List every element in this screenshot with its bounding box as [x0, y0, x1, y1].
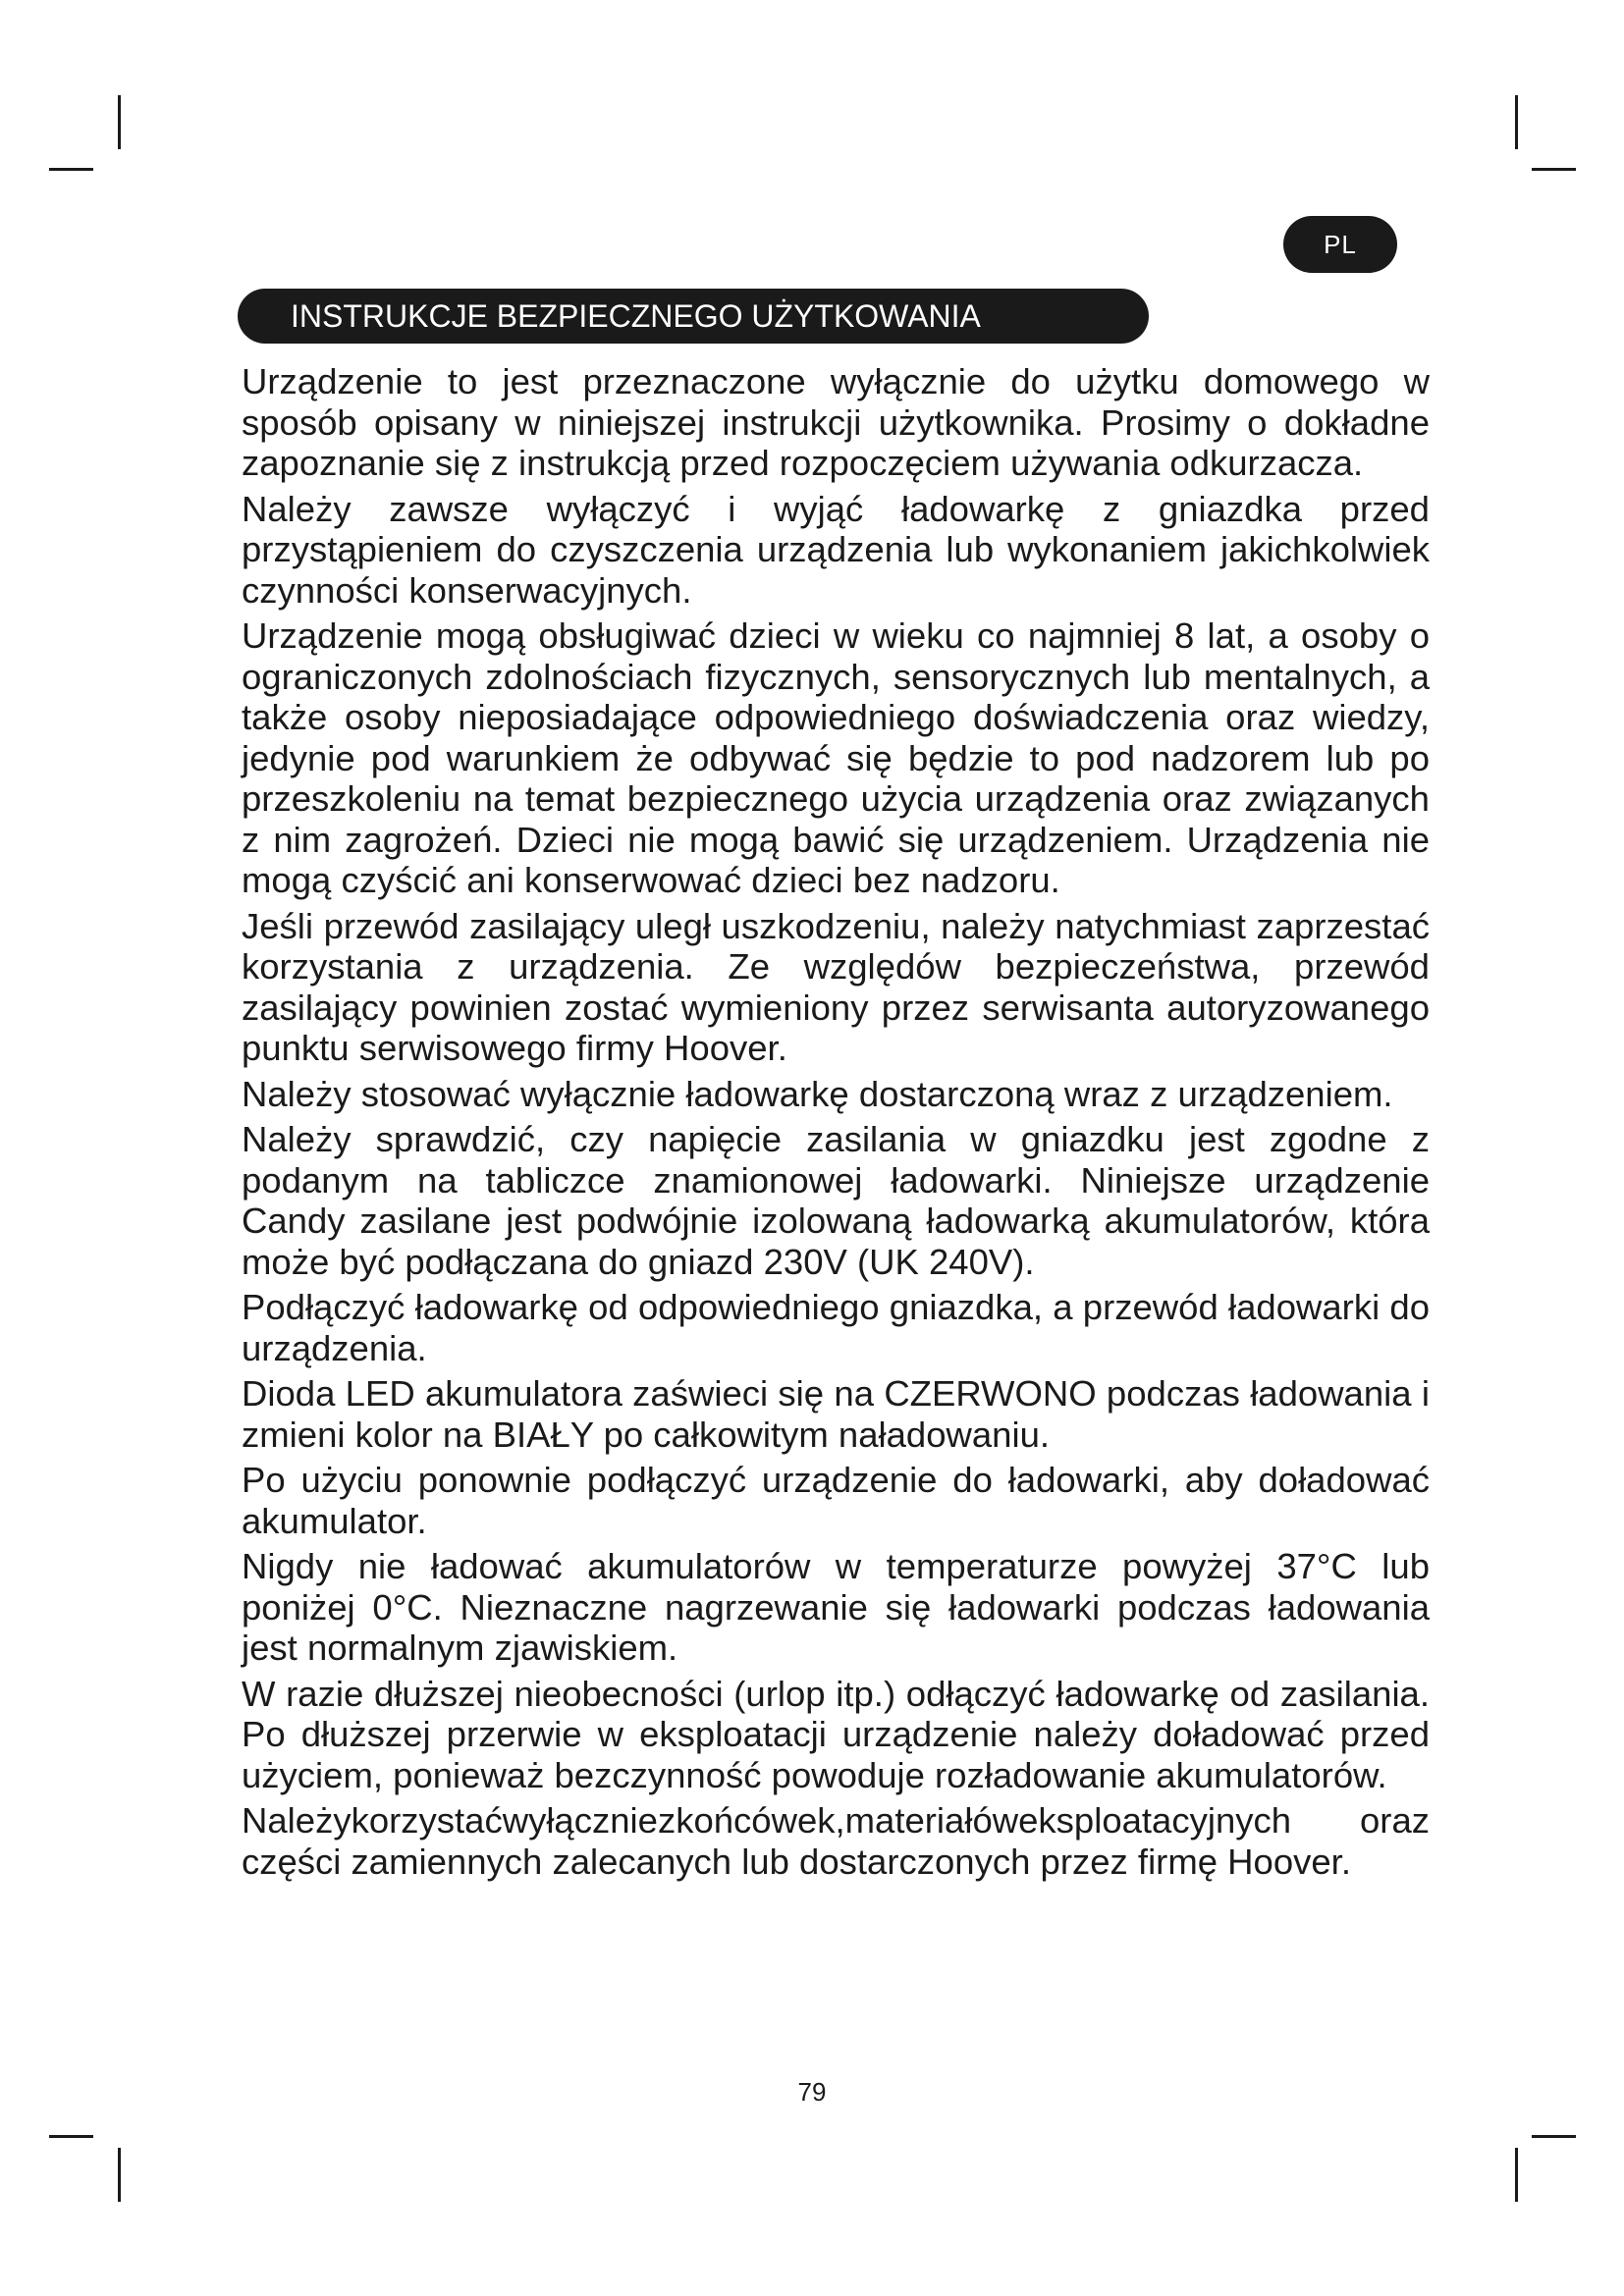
crop-mark: [1515, 95, 1518, 149]
language-badge: PL: [1283, 216, 1397, 273]
paragraph: Podłączyć ładowarkę od odpowiedniego gniazdka, a przewód ładowarki do urządzenia.: [242, 1287, 1430, 1368]
crop-mark: [1532, 2135, 1576, 2138]
crop-mark: [1532, 168, 1576, 171]
paragraph: Nigdy nie ładować akumulatorów w temperaturze powyżej 37°C lub poniżej 0°C. Nieznaczne nagrzewanie się ładowarki podczas ładowania jest normalnym zjawiskiem.: [242, 1546, 1430, 1668]
paragraph: Jeśli przewód zasilający uległ uszkodzeniu, należy natychmiast zaprzestać korzystania z urządzenia. Ze względów bezpieczeństwa, przewód zasilający powinien zostać wymieniony przez serwisanta autoryzowanego punktu serwisowego firmy Hoover.: [242, 905, 1430, 1068]
crop-mark: [1515, 2148, 1518, 2202]
paragraph: W razie dłuższej nieobecności (urlop itp.) odłączyć ładowarkę od zasilania. Po dłuższej przerwie w eksploatacji urządzenie należy doładować przed użyciem, ponieważ bezczynność powoduje rozładowanie akumulatorów.: [242, 1673, 1430, 1795]
crop-mark: [49, 2135, 93, 2138]
paragraph: Należykorzystaćwyłączniezkońcówek,materiałóweksploatacyjnych oraz części zamiennych zalecanych lub dostarczonych przez firmę Hoover.: [242, 1800, 1430, 1882]
safety-instructions-body: [242, 361, 1430, 1887]
paragraph: Należy zawsze wyłączyć i wyjąć ładowarkę z gniazdka przed przystąpieniem do czyszczenia urządzenia lub wykonaniem jakichkolwiek czynności konserwacyjnych.: [242, 488, 1430, 611]
paragraph: Należy sprawdzić, czy napięcie zasilania w gniazdku jest zgodne z podanym na tabliczce znamionowej ładowarki. Niniejsze urządzenie Candy zasilane jest podwójnie izolowaną ładowarką akumulatorów, która może być podłączana do gniazd 230V (UK 240V).: [242, 1119, 1430, 1282]
crop-mark: [118, 95, 121, 149]
crop-mark: [49, 168, 93, 171]
paragraph: Urządzenie mogą obsługiwać dzieci w wieku co najmniej 8 lat, a osoby o ograniczonych zdolnościach fizycznych, sensorycznych lub mentalnych, a także osoby nieposiadające odpowiedniego doświadczenia oraz wiedzy, jedynie pod warunkiem że odbywać się będzie to pod nadzorem lub po przeszkoleniu na temat bezpiecznego użycia urządzenia oraz związanych z nim zagrożeń. Dzieci nie mogą bawić się urządzeniem. Urządzenia nie mogą czyścić ani konserwować dzieci bez nadzoru.: [242, 615, 1430, 900]
paragraph: Po użyciu ponownie podłączyć urządzenie do ładowarki, aby doładować akumulator.: [242, 1460, 1430, 1541]
paragraph: Należy stosować wyłącznie ładowarkę dostarczoną wraz z urządzeniem.: [242, 1073, 1393, 1114]
paragraph: Urządzenie to jest przeznaczone wyłącznie do użytku domowego w sposób opisany w niniejszej instrukcji użytkownika. Prosimy o dokładne zapoznanie się z instrukcją przed rozpoczęciem używania odkurzacza.: [242, 361, 1430, 483]
section-title: INSTRUKCJE BEZPIECZNEGO UŻYTKOWANIA: [238, 289, 1149, 344]
page-number: 79: [797, 2077, 827, 2107]
paragraph: Dioda LED akumulatora zaświeci się na CZERWONO podczas ładowania i zmieni kolor na BIAŁY po całkowitym naładowaniu.: [242, 1373, 1430, 1455]
crop-mark: [118, 2148, 121, 2202]
